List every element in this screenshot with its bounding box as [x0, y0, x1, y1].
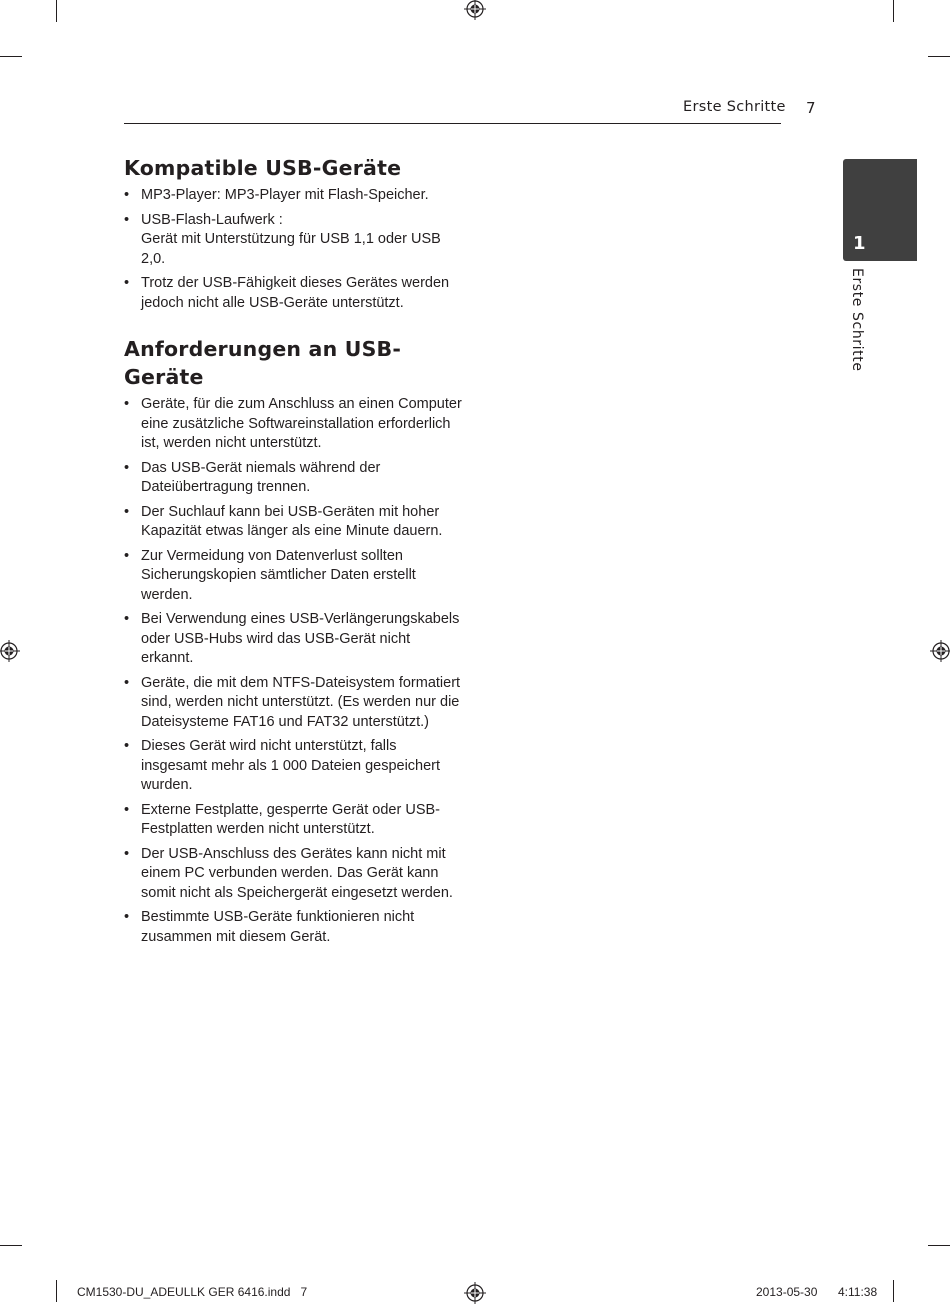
list-item: • Trotz der USB-Fähigkeit dieses Gerätes werden jedoch nicht alle USB-Geräte unterstützt.	[124, 274, 464, 313]
registration-mark-icon	[930, 640, 950, 662]
running-header-title: Erste Schritte	[683, 99, 786, 115]
section-heading: Anforderungen an USB-Geräte	[124, 337, 402, 389]
list-item: • Der USB-Anschluss des Gerätes kann nicht mit einem PC verbunden werden. Das Gerät kann somit nicht als Speichergerät eingesetzt werden.	[124, 845, 464, 904]
list-item: • Geräte, für die zum Anschluss an einen Computer eine zusätzliche Softwareinstallation erforderlich ist, werden nicht unterstützt.	[124, 395, 464, 454]
registration-mark-icon	[464, 0, 486, 20]
list-item: • Der Suchlauf kann bei USB-Geräten mit hoher Kapazität etwas länger als eine Minute dauern.	[124, 503, 464, 542]
list-item: • Bestimmte USB-Geräte funktionieren nicht zusammen mit diesem Gerät.	[124, 908, 464, 947]
chapter-side-label: Erste Schritte	[849, 268, 865, 372]
print-slug-file: CM1530-DU_ADEULLK GER 6416.indd 7	[77, 1285, 308, 1299]
list-item: • USB-Flash-Laufwerk : Gerät mit Unterstützung für USB 1,1 oder USB 2,0.	[124, 211, 464, 270]
crop-mark-icon	[56, 1280, 57, 1302]
list-item: • Geräte, die mit dem NTFS-Dateisystem formatiert sind, werden nicht unterstützt. (Es werden nur die Dateisysteme FAT16 und FAT32 unterstützt.)	[124, 674, 464, 733]
crop-mark-icon	[0, 1245, 22, 1246]
crop-mark-icon	[56, 0, 57, 22]
registration-mark-icon	[0, 640, 20, 662]
list-item: • Zur Vermeidung von Datenverlust sollten Sicherungskopien sämtlicher Daten erstellt werden.	[124, 547, 464, 606]
page-number: 7	[806, 99, 816, 117]
list-item: • Externe Festplatte, gesperrte Gerät oder USB-Festplatten werden nicht unterstützt.	[124, 801, 464, 840]
header-divider	[124, 123, 781, 124]
list-item: • Dieses Gerät wird nicht unterstützt, falls insgesamt mehr als 1 000 Dateien gespeichert wurden.	[124, 737, 464, 796]
crop-mark-icon	[893, 0, 894, 22]
main-content	[124, 154, 464, 952]
print-slug-date: 2013-05-30	[756, 1285, 818, 1299]
list-item: • MP3-Player: MP3-Player mit Flash-Speicher.	[124, 186, 464, 206]
list-item: • Das USB-Gerät niemals während der Dateiübertragung trennen.	[124, 459, 464, 498]
bullet-list	[124, 395, 464, 947]
bullet-list	[124, 186, 464, 313]
list-item: • Bei Verwendung eines USB-Verlängerungskabels oder USB-Hubs wird das USB-Gerät nicht erkannt.	[124, 610, 464, 669]
print-slug-time: 4:11:38	[838, 1285, 878, 1299]
chapter-number: 1	[853, 233, 866, 254]
crop-mark-icon	[928, 56, 950, 57]
section-heading: Kompatible USB-Geräte	[124, 156, 402, 180]
crop-mark-icon	[0, 56, 22, 57]
crop-mark-icon	[928, 1245, 950, 1246]
registration-mark-icon	[464, 1282, 486, 1304]
crop-mark-icon	[893, 1280, 894, 1302]
